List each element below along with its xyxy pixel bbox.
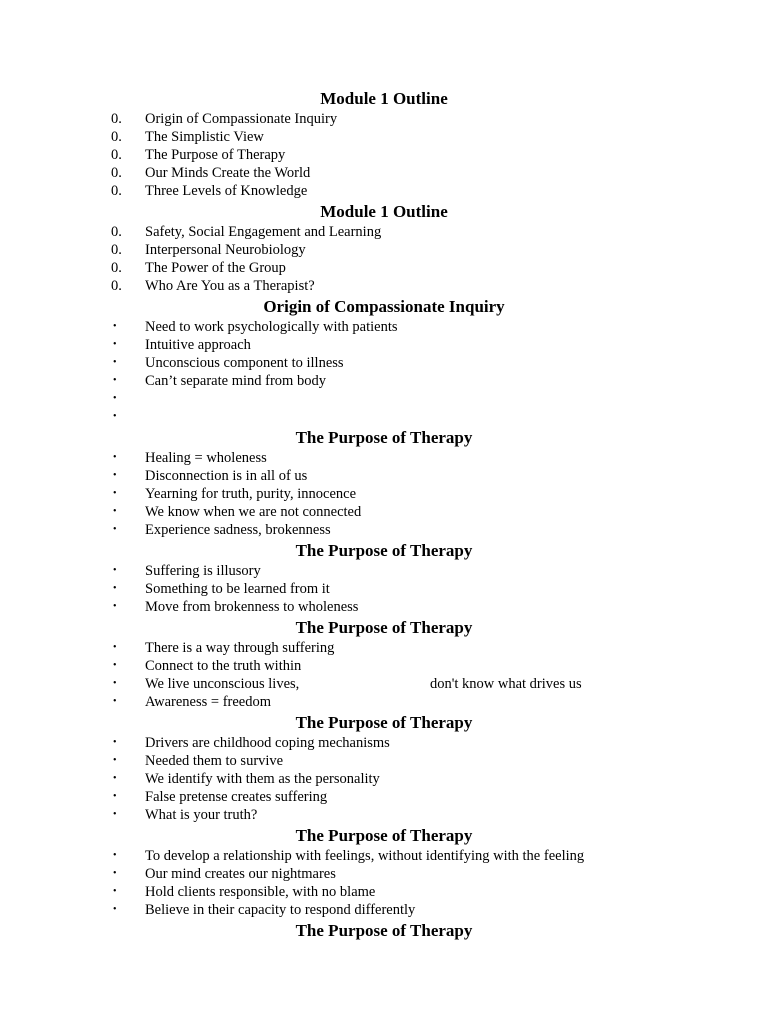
list-item [0,901,768,919]
bullet-marker: • [113,601,117,612]
bullet-marker: • [113,773,117,784]
bullet-marker: • [113,488,117,499]
list-item [0,164,768,182]
list-item [0,752,768,770]
section-list [0,562,768,616]
section-list [0,847,768,919]
bullet-marker: • [113,506,117,517]
list-item-text: Suffering is illusory [145,563,261,579]
section-list [0,639,768,711]
section-list [0,734,768,824]
section-heading: The Purpose of Therapy [295,921,473,940]
section-list [0,318,768,426]
list-item [0,562,768,580]
number-marker: 0. [111,111,122,127]
bullet-marker: • [113,809,117,820]
list-item [0,223,768,241]
list-item-text: Our Minds Create the World [145,165,311,181]
number-marker: 0. [111,278,122,294]
section-heading: The Purpose of Therapy [295,713,473,732]
list-item-text: Can’t separate mind from body [145,373,326,389]
bullet-marker: • [113,737,117,748]
list-item-text: Hold clients responsible, with no blame [145,884,376,900]
bullet-marker: • [113,470,117,481]
list-item [0,241,768,259]
list-item [0,847,768,865]
list-item-text: The Purpose of Therapy [145,147,286,163]
list-item [0,182,768,200]
outline-section [0,711,768,824]
list-item-text: Awareness = freedom [145,694,272,710]
list-item-text: To develop a relationship with feelings, without identifying with the feeling [145,848,585,864]
section-heading: The Purpose of Therapy [295,541,473,560]
list-item-text: There is a way through suffering [145,640,335,656]
list-item [0,336,768,354]
number-marker: 0. [111,183,122,199]
list-item-text: Three Levels of Knowledge [145,183,308,199]
list-item [0,390,768,408]
outline-section [0,824,768,919]
outline-section [0,200,768,295]
outline-section [0,539,768,616]
list-item [0,277,768,295]
list-item-text: Believe in their capacity to respond differently [145,902,416,918]
section-heading: The Purpose of Therapy [295,618,473,637]
section-heading: The Purpose of Therapy [295,826,473,845]
number-marker: 0. [111,147,122,163]
list-item [0,580,768,598]
list-item [0,372,768,390]
list-item-text: Drivers are childhood coping mechanisms [145,735,390,751]
list-item [0,259,768,277]
bullet-marker: • [113,393,117,404]
list-item [0,788,768,806]
list-item [0,883,768,901]
list-item-text: Experience sadness, brokenness [145,522,331,538]
bullet-marker: • [113,524,117,535]
bullet-marker: • [113,642,117,653]
list-item-text: We live unconscious lives, [145,676,300,692]
list-item [0,770,768,788]
outline-section [0,295,768,426]
bullet-marker: • [113,321,117,332]
list-item-text: Healing = wholeness [145,450,267,466]
bullet-marker: • [113,868,117,879]
list-item [0,657,768,675]
list-item-text: Need to work psychologically with patients [145,319,398,335]
list-item [0,521,768,539]
bullet-marker: • [113,696,117,707]
list-item-text: Needed them to survive [145,753,284,769]
list-item-text: Move from brokenness to wholeness [145,599,359,615]
number-marker: 0. [111,242,122,258]
list-item [0,449,768,467]
list-item [0,806,768,824]
list-item-text: What is your truth? [145,807,258,823]
list-item [0,503,768,521]
section-heading: The Purpose of Therapy [295,428,473,447]
list-item [0,734,768,752]
bullet-marker: • [113,452,117,463]
list-item-text: Intuitive approach [145,337,251,353]
list-item [0,675,768,693]
bullet-marker: • [113,357,117,368]
list-item-text: False pretense creates suffering [145,789,328,805]
list-item-text: The Power of the Group [145,260,286,276]
list-item-text: We identify with them as the personality [145,771,380,787]
list-item-text: Who Are You as a Therapist? [145,278,315,294]
list-item [0,467,768,485]
list-item [0,354,768,372]
list-item-text: Disconnection is in all of us [145,468,308,484]
list-item-text: Unconscious component to illness [145,355,344,371]
list-item-text: We know when we are not connected [145,504,362,520]
bullet-marker: • [113,565,117,576]
list-item [0,693,768,711]
outline-section [0,87,768,200]
list-item [0,408,768,426]
section-list [0,449,768,539]
bullet-marker: • [113,886,117,897]
list-item [0,485,768,503]
bullet-marker: • [113,755,117,766]
list-item [0,865,768,883]
bullet-marker: • [113,791,117,802]
outline-section [0,616,768,711]
list-item-text: Our mind creates our nightmares [145,866,336,882]
section-list [0,110,768,200]
bullet-marker: • [113,411,117,422]
list-item-text: Interpersonal Neurobiology [145,242,306,258]
outline-section [0,919,768,942]
bullet-marker: • [113,678,117,689]
list-item-text: Safety, Social Engagement and Learning [145,224,382,240]
section-heading: Origin of Compassionate Inquiry [263,297,505,316]
list-item [0,146,768,164]
bullet-marker: • [113,583,117,594]
outline-section [0,426,768,539]
list-item-text: Something to be learned from it [145,581,330,597]
bullet-marker: • [113,375,117,386]
section-heading: Module 1 Outline [320,89,448,108]
list-item-text: Connect to the truth within [145,658,302,674]
number-marker: 0. [111,260,122,276]
section-list [0,223,768,295]
number-marker: 0. [111,165,122,181]
number-marker: 0. [111,129,122,145]
outline-document [0,87,768,942]
list-item [0,110,768,128]
bullet-marker: • [113,660,117,671]
list-item-text: Yearning for truth, purity, innocence [145,486,357,502]
number-marker: 0. [111,224,122,240]
list-item-text-continuation: don't know what drives us [430,676,582,692]
list-item [0,318,768,336]
bullet-marker: • [113,339,117,350]
list-item-text: Origin of Compassionate Inquiry [145,111,338,127]
list-item-text: The Simplistic View [145,129,264,145]
list-item [0,128,768,146]
bullet-marker: • [113,904,117,915]
list-item [0,598,768,616]
list-item [0,639,768,657]
bullet-marker: • [113,850,117,861]
section-heading: Module 1 Outline [320,202,448,221]
